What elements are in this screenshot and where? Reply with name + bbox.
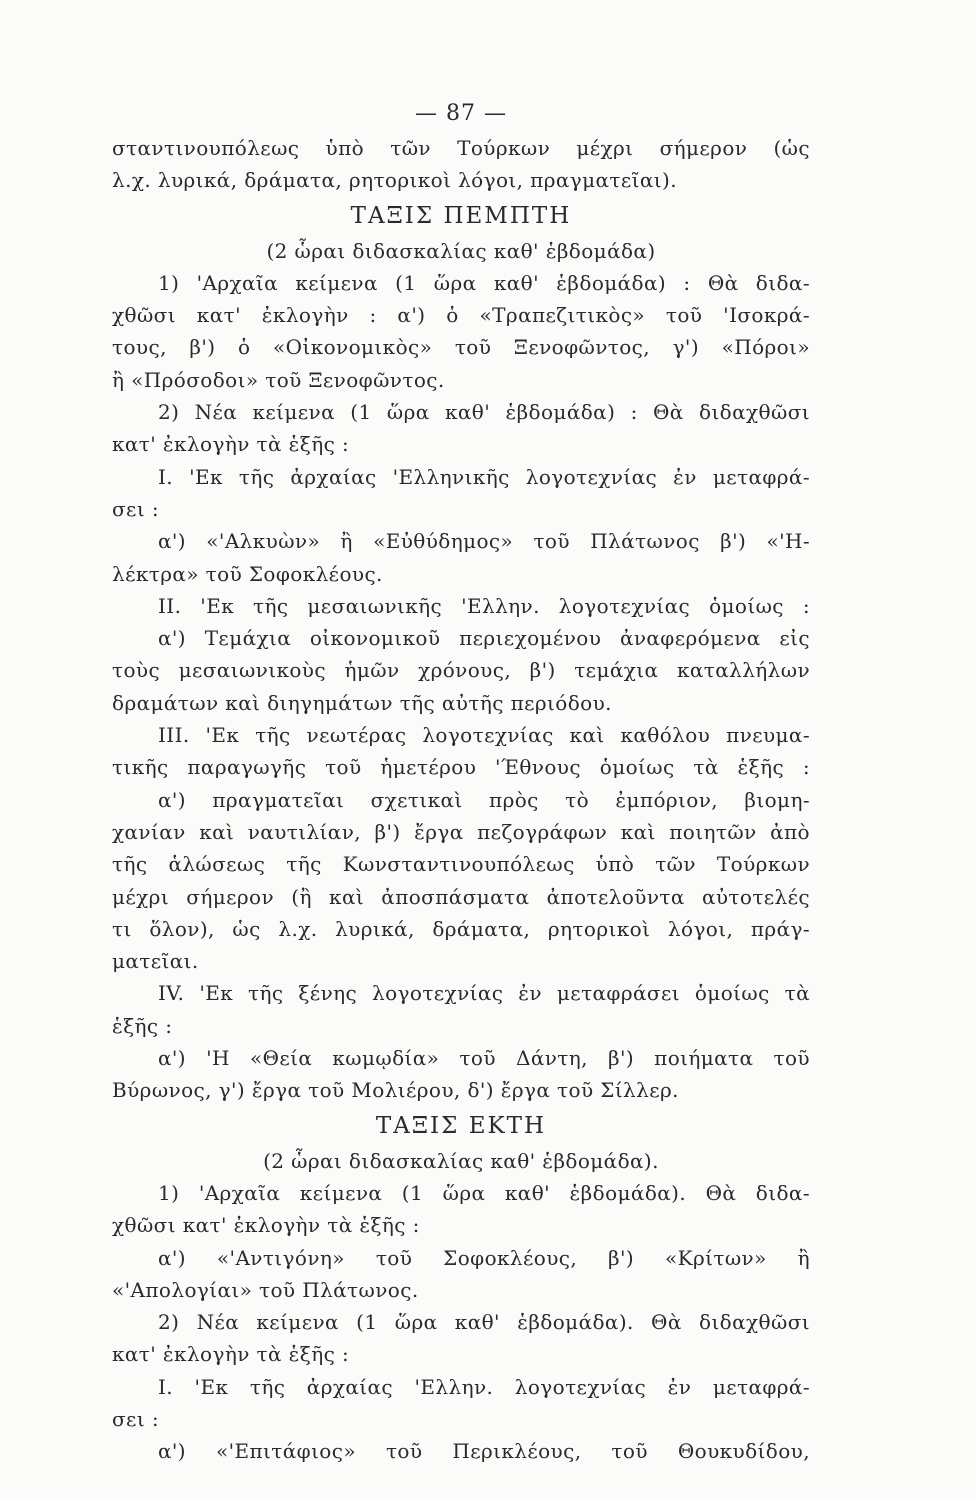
text-line: Βύρωνος, γ') ἔργα τοῦ Μολιέρου, δ') ἔργα τοῦ Σίλλερ. [112,1078,679,1103]
section-heading: ΤΑΞΙΣ ΠΕΜΠΤΗ [350,202,572,229]
text-line: λ.χ. λυρικά, δράματα, ρητορικοὶ λόγοι, πραγματεῖαι). [112,168,678,193]
text-line: 1) 'Αρχαῖα κείμενα (1 ὥρα καθ' ἑβδομάδα). Θὰ διδα- [158,1180,810,1205]
text-line: τῆς ἁλώσεως τῆς Κωνσταντινουπόλεως ὑπὸ τῶν Τούρκων [112,852,810,877]
text-line: α') «'Επιτάφιος» τοῦ Περικλέους, τοῦ Θουκυδίδου, [158,1439,810,1464]
text-line: III. 'Εκ τῆς νεωτέρας λογοτεχνίας καὶ καθόλου πνευμα- [158,723,810,748]
section-subheading: (2 ὧραι διδασκαλίας καθ' ἑβδομάδα). [263,1148,659,1173]
text-line: α') Τεμάχια οἰκονομικοῦ περιεχομένου ἀναφερόμενα εἰς [158,626,810,651]
text-line: α') «'Αντιγόνη» τοῦ Σοφοκλέους, β') «Κρίτων» ἢ [158,1245,810,1270]
text-line: δραμάτων καὶ διηγημάτων τῆς αὐτῆς περιόδου. [112,690,612,715]
text-line: 1) 'Αρχαῖα κείμενα (1 ὥρα καθ' ἑβδομάδα) : Θὰ διδα- [158,270,810,295]
text-line: τους, β') ὁ «Οἰκονομικὸς» τοῦ Ξενοφῶντος, γ') «Πόροι» [112,335,810,360]
text-line: σει : [112,496,159,521]
page-text [112,96,810,1468]
text-line: α') πραγματεῖαι σχετικαὶ πρὸς τὸ ἐμπόριον, βιομη- [158,787,810,812]
text-line: τικῆς παραγωγῆς τοῦ ἡμετέρου 'Έθνους ὁμοίως τὰ ἑξῆς : [112,755,810,780]
text-line: II. 'Εκ τῆς μεσαιωνικῆς 'Ελλην. λογοτεχνίας ὁμοίως : [158,593,810,618]
text-line: μέχρι σήμερον (ἢ καὶ ἀποσπάσματα ἀποτελοῦντα αὐτοτελές [112,884,810,909]
text-line: τι ὅλον), ὡς λ.χ. λυρικά, δράματα, ρητορικοὶ λόγοι, πράγ- [112,916,810,941]
text-line: ματεῖαι. [112,949,199,974]
section-heading: ΤΑΞΙΣ ΕΚΤΗ [375,1112,547,1139]
text-line: ἑξῆς : [112,1013,173,1038]
text-line: κατ' ἐκλογὴν τὰ ἑξῆς : [112,432,350,457]
text-line: 2) Νέα κείμενα (1 ὥρα καθ' ἑβδομάδα) : Θὰ διδαχθῶσι [158,400,810,425]
text-line: τοὺς μεσαιωνικοὺς ἡμῶν χρόνους, β') τεμάχια καταλλήλων [112,658,810,683]
section-subheading: (2 ὧραι διδασκαλίας καθ' ἑβδομάδα) [266,238,656,263]
text-line: κατ' ἐκλογὴν τὰ ἑξῆς : [112,1342,350,1367]
text-line: IV. 'Εκ τῆς ξένης λογοτεχνίας ἐν μεταφράσει ὁμοίως τὰ [158,981,810,1006]
text-line: I. 'Εκ τῆς ἀρχαίας 'Ελλην. λογοτεχνίας ἐν μεταφρά- [158,1374,810,1399]
text-line: α') «'Αλκυὼν» ἢ «Εὐθύδημος» τοῦ Πλάτωνος β') «'Η- [158,529,810,554]
text-line: χθῶσι κατ' ἐκλογὴν : α') ὁ «Τραπεζιτικὸς» τοῦ 'Ισοκρά- [112,303,810,328]
text-line: I. 'Εκ τῆς ἀρχαίας 'Ελληνικῆς λογοτεχνίας ἐν μεταφρά- [158,464,810,489]
text-line: σταντινουπόλεως ὑπὸ τῶν Τούρκων μέχρι σήμερον (ὡς [112,136,810,160]
text-line: σει : [112,1406,159,1431]
text-line: λέκτρα» τοῦ Σοφοκλέους. [112,561,383,586]
text-line: χανίαν καὶ ναυτιλίαν, β') ἔργα πεζογράφων καὶ ποιητῶν ἀπὸ [112,819,810,844]
text-line: 2) Νέα κείμενα (1 ὥρα καθ' ἑβδομάδα). Θὰ διδαχθῶσι [158,1310,810,1335]
text-line: «'Απολογίαι» τοῦ Πλάτωνος. [112,1277,419,1302]
page-number: — 87 — [415,101,507,126]
text-line: α') 'Η «Θεία κωμῳδία» τοῦ Δάντη, β') ποιήματα τοῦ [158,1046,810,1071]
text-line: χθῶσι κατ' ἐκλογὴν τὰ ἑξῆς : [112,1213,420,1238]
text-line: ἢ «Πρόσοδοι» τοῦ Ξενοφῶντος. [112,367,445,392]
